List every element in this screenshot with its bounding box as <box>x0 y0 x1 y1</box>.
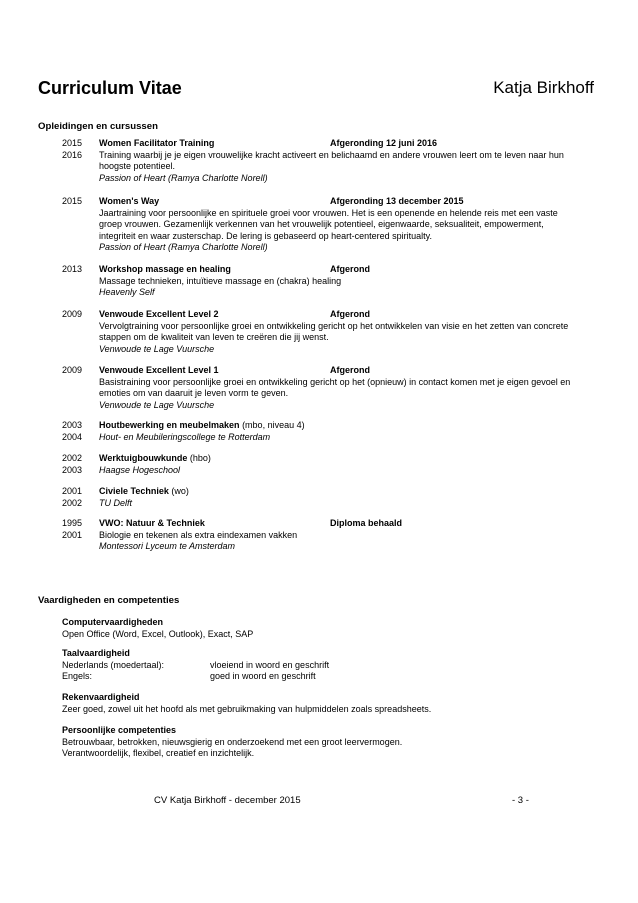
education-entry <box>62 309 582 355</box>
education-entry <box>62 420 582 443</box>
education-entry <box>62 138 582 184</box>
education-entry <box>62 264 582 299</box>
entry-year-start: 1995 <box>62 518 83 528</box>
entry-title: Venwoude Excellent Level 2 <box>99 309 219 319</box>
entry-year-start: 2015 <box>62 196 83 206</box>
entry-title: VWO: Natuur & Techniek <box>99 518 205 528</box>
page-header <box>38 78 594 102</box>
language-level: vloeiend in woord en geschrift <box>210 659 330 670</box>
entry-level: (hbo) <box>189 453 211 463</box>
entry-description: Vervolgtraining voor persoonlijke groei en ontwikkeling gericht op het ontwikkelen van visie en het zetten van concrete stappen om de kwaliteit van leven te creëren die jij wenst. <box>99 320 569 342</box>
entry-level: (wo) <box>171 486 189 496</box>
language-skills <box>62 648 562 683</box>
entry-year-start: 2001 <box>62 486 83 496</box>
entry-institution: Venwoude te Lage Vuursche <box>99 343 215 354</box>
entry-status: Afgerond <box>330 365 370 375</box>
entry-year-start: 2013 <box>62 264 83 274</box>
entry-description: Basistraining voor persoonlijke groei en ontwikkeling gericht op het (opnieuw) in contact komen met je eigen gevoel en emoties om van daaruit je leven vorm te geven. <box>99 376 571 398</box>
entry-status: Afgerond <box>330 264 370 274</box>
entry-status: Afgeronding 12 juni 2016 <box>330 138 438 148</box>
entry-year-end: 2016 <box>62 149 83 160</box>
numeracy-text: Zeer goed, zowel uit het hoofd als met gebruikmaking van hulpmiddelen zoals spreadsheets. <box>62 703 432 714</box>
entry-institution: Passion of Heart (Ramya Charlotte Norell) <box>99 242 268 252</box>
education-heading: Opleidingen en cursussen <box>38 121 158 132</box>
entry-title: Houtbewerking en meubelmaken <box>99 420 240 430</box>
entry-title: Workshop massage en healing <box>99 264 231 274</box>
personal-line: Betrouwbaar, betrokken, nieuwsgierig en onderzoekend met een groot leervermogen. <box>62 736 403 747</box>
entry-description: Massage technieken, intuïtieve massage en (chakra) healing <box>99 275 342 286</box>
entry-title: Women's Way <box>99 196 160 206</box>
skills-heading: Vaardigheden en competenties <box>38 595 180 606</box>
entry-institution: Hout- en Meubileringscollege te Rotterdam <box>99 431 271 442</box>
language-name: Nederlands (moedertaal): <box>62 659 165 670</box>
entry-status: Diploma behaald <box>330 518 403 528</box>
entry-level: (mbo, niveau 4) <box>242 420 305 430</box>
language-level: goed in woord en geschrift <box>210 671 316 681</box>
language-name: Engels: <box>62 671 93 681</box>
education-entry <box>62 196 582 254</box>
education-entry <box>62 365 582 411</box>
personal-heading: Persoonlijke competenties <box>62 725 177 735</box>
education-entry <box>62 518 582 553</box>
entry-title: Women Facilitator Training <box>99 138 215 148</box>
language-row <box>62 660 562 672</box>
entry-institution: Venwoude te Lage Vuursche <box>99 399 215 410</box>
entry-title: Civiele Techniek <box>99 486 169 496</box>
entry-status: Afgerond <box>330 309 370 319</box>
entry-year-end: 2002 <box>62 497 83 508</box>
page-title: Curriculum Vitae <box>38 78 182 98</box>
entry-institution: Passion of Heart (Ramya Charlotte Norell) <box>99 172 268 183</box>
entry-title: Venwoude Excellent Level 1 <box>99 365 219 375</box>
numeracy-skills <box>62 692 562 715</box>
personal-competences <box>62 725 562 760</box>
entry-institution: Haagse Hogeschool <box>99 464 181 475</box>
language-skills-heading: Taalvaardigheid <box>62 648 130 658</box>
entry-description: Training waarbij je je eigen vrouwelijke kracht activeert en belichaamd en andere vrouwen leert om te leven naar hun hoogste potentieel. <box>99 149 564 171</box>
entry-year-start: 2009 <box>62 365 83 375</box>
page-number: - 3 - <box>512 795 529 806</box>
education-entry <box>62 486 582 509</box>
entry-institution: Heavenly Self <box>99 287 155 297</box>
entry-status: Afgeronding 13 december 2015 <box>330 196 464 206</box>
footer-text: CV Katja Birkhoff - december 2015 <box>154 795 301 806</box>
entry-title: Werktuigbouwkunde <box>99 453 188 463</box>
entry-year-start: 2002 <box>62 453 83 463</box>
entry-description: Biologie en tekenen als extra eindexamen vakken <box>99 529 298 540</box>
entry-year-end: 2004 <box>62 431 83 442</box>
entry-year-start: 2003 <box>62 420 83 430</box>
education-entry <box>62 453 582 476</box>
author-name: Katja Birkhoff <box>493 78 594 97</box>
computer-skills-text: Open Office (Word, Excel, Outlook), Exact, SAP <box>62 628 254 639</box>
numeracy-heading: Rekenvaardigheid <box>62 692 140 702</box>
entry-year-start: 2009 <box>62 309 83 319</box>
entry-institution: Montessori Lyceum te Amsterdam <box>99 541 236 551</box>
entry-description: Jaartraining voor persoonlijke en spirituele groei voor vrouwen. Het is een openende en helende reis met een vaste groep vrouwen. Gezamenlijk verkennen van het vrouwelijk potentieel, eigenwaarde, seksualiteit, empowerment, integriteit en waar zusterschap. De lering is gebaseerd op heart-centered spiritualty. <box>99 207 558 241</box>
computer-skills-heading: Computervaardigheden <box>62 617 164 627</box>
computer-skills <box>62 617 562 640</box>
entry-year-start: 2015 <box>62 138 83 148</box>
entry-year-end: 2001 <box>62 529 83 540</box>
entry-institution: TU Delft <box>99 497 133 508</box>
language-row <box>62 671 562 683</box>
personal-line: Verantwoordelijk, flexibel, creatief en inzichtelijk. <box>62 748 255 758</box>
entry-year-end: 2003 <box>62 464 83 475</box>
